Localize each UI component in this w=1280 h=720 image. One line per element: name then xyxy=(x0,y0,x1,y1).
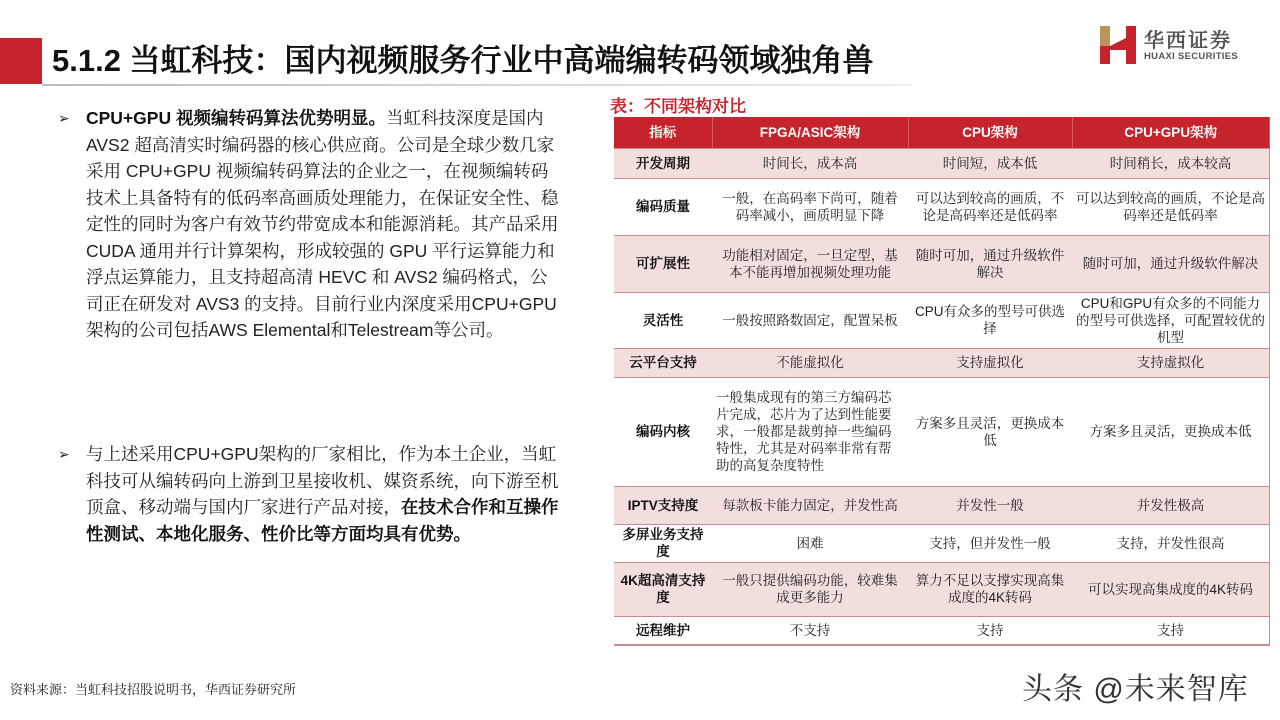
table-cell: 时间长，成本高 xyxy=(712,148,908,178)
title-accent-bar xyxy=(0,38,42,84)
table-cell: 一般只提供编码功能，较难集成更多能力 xyxy=(712,562,908,616)
row-label-cell: 多屏业务支持度 xyxy=(614,524,712,562)
row-label-cell: 可扩展性 xyxy=(614,235,712,292)
para2-line: 与上述采用CPU+GPU架构的厂家相比，作为本土企业，当虹 xyxy=(86,444,557,464)
table-row xyxy=(614,377,1270,486)
row-label-cell: 编码质量 xyxy=(614,178,712,235)
para2-line: 科技可从编转码向上游到卫星接收机、媒资系统，向下游至机 xyxy=(86,470,559,491)
table-cell: 支持，但并发性一般 xyxy=(908,524,1072,562)
table-row xyxy=(614,616,1270,645)
table-cell: CPU和GPU有众多的不同能力的型号可供选择，可配置较优的机型 xyxy=(1072,292,1270,348)
header-cell: FPGA/ASIC架构 xyxy=(712,117,908,148)
para2-bold: 在技术合作和互操作 xyxy=(401,497,559,517)
para1-line: 技术上具备特有的低码率高画质处理能力，在保证安全性、稳 xyxy=(86,187,559,208)
table-header-row xyxy=(614,117,1270,148)
table-cell: 支持，并发性很高 xyxy=(1072,524,1270,562)
table-cell: 不支持 xyxy=(712,616,908,645)
para1-line: 架构的公司包括AWS Elemental和Telestream等公司。 xyxy=(86,320,504,340)
para1-line: 定性的同时为客户有效节约带宽成本和能源消耗。其产品采用 xyxy=(86,214,559,234)
table-row xyxy=(614,178,1270,235)
arrow-bullet-icon: ➢ xyxy=(58,110,70,126)
table-cell: 时间短，成本低 xyxy=(908,148,1072,178)
source-note: 资料来源：当虹科技招股说明书，华西证券研究所 xyxy=(10,682,297,697)
page-title: 5.1.2 当虹科技：国内视频服务行业中高端编转码领域独角兽 xyxy=(52,43,874,78)
para1-line: 当虹科技深度是国内 xyxy=(385,108,544,128)
header-cell: CPU+GPU架构 xyxy=(1072,117,1270,148)
para1-line: 采用 CPU+GPU 视频编转码算法的企业之一，在视频编转码 xyxy=(86,161,549,181)
title-underline xyxy=(42,84,912,86)
para1-line: CUDA 通用并行计算架构，形成较强的 GPU 平行运算能力和 xyxy=(86,240,555,261)
row-label-cell: IPTV支持度 xyxy=(614,486,712,524)
table-cell: 困难 xyxy=(712,524,908,562)
table-cell: 支持虚拟化 xyxy=(908,348,1072,377)
table-caption: 表：不同架构对比 xyxy=(610,97,746,116)
logo-chinese-name: 华西证券 xyxy=(1144,27,1232,52)
table-cell: 可以达到较高的画质，不论是高码率还是低码率 xyxy=(1072,178,1270,235)
row-label-cell: 编码内核 xyxy=(614,377,712,486)
table-row xyxy=(614,292,1270,348)
table-row xyxy=(614,348,1270,377)
table-cell: 随时可加，通过升级软件解决 xyxy=(1072,235,1270,292)
logo-english-name: HUAXI SECURITIES xyxy=(1144,50,1239,62)
huaxi-h-logo-icon xyxy=(1100,26,1136,64)
huaxi-logo xyxy=(1100,26,1238,64)
watermark: 头条 @未来智库 xyxy=(1022,673,1249,706)
paragraph-local-advantage xyxy=(58,441,598,547)
table-cell: 并发性一般 xyxy=(908,486,1072,524)
table-cell: 支持 xyxy=(908,616,1072,645)
table-cell: 一般按照路数固定，配置呆板 xyxy=(712,292,908,348)
table-row xyxy=(614,235,1270,292)
architecture-comparison-table xyxy=(614,117,1270,646)
row-label-cell: 云平台支持 xyxy=(614,348,712,377)
table-cell: 时间稍长，成本较高 xyxy=(1072,148,1270,178)
table-cell: 并发性极高 xyxy=(1072,486,1270,524)
para2-bold: 性测试、本地化服务、性价比等方面均具有优势。 xyxy=(86,523,471,544)
table-row xyxy=(614,148,1270,178)
header-cell: 指标 xyxy=(614,117,712,148)
table-cell: 可以实现高集成度的4K转码 xyxy=(1072,562,1270,616)
paragraph-cpu-gpu xyxy=(58,105,598,344)
table-cell: 随时可加，通过升级软件解决 xyxy=(908,235,1072,292)
table-cell: CPU有众多的型号可供选择 xyxy=(908,292,1072,348)
arrow-bullet-icon: ➢ xyxy=(58,446,70,462)
row-label-cell: 4K超高清支持度 xyxy=(614,562,712,616)
table-cell: 每款板卡能力固定，并发性高 xyxy=(712,486,908,524)
table-cell: 支持 xyxy=(1072,616,1270,645)
table-row xyxy=(614,562,1270,616)
table-cell: 不能虚拟化 xyxy=(712,348,908,377)
row-label-cell: 灵活性 xyxy=(614,292,712,348)
table-cell: 可以达到较高的画质，不论是高码率还是低码率 xyxy=(908,178,1072,235)
para1-line: 浮点运算能力，且支持超高清 HEVC 和 AVS2 编码格式，公 xyxy=(86,267,548,287)
table-cell: 算力不足以支撑实现高集成度的4K转码 xyxy=(908,562,1072,616)
row-label-cell: 远程维护 xyxy=(614,616,712,645)
row-label-cell: 开发周期 xyxy=(614,148,712,178)
table-cell: 一般，在高码率下尚可，随着码率减小，画质明显下降 xyxy=(712,178,908,235)
para1-line: AVS2 超高清实时编码器的核心供应商。公司是全球少数几家 xyxy=(86,134,555,155)
table-cell: 方案多且灵活，更换成本低 xyxy=(1072,377,1270,486)
table-row xyxy=(614,486,1270,524)
para1-heading: CPU+GPU 视频编转码算法优势明显。 xyxy=(86,108,386,128)
para2-line: 顶盒、移动端与国内厂家进行产品对接， xyxy=(86,497,401,517)
table-cell: 功能相对固定，一旦定型，基本不能再增加视频处理功能 xyxy=(712,235,908,292)
table-cell: 支持虚拟化 xyxy=(1072,348,1270,377)
table-cell: 方案多且灵活，更换成本低 xyxy=(908,377,1072,486)
header-cell: CPU架构 xyxy=(908,117,1072,148)
table-cell: 一般集成现有的第三方编码芯片完成，芯片为了达到性能要求，一般都是裁剪掉一些编码特性，尤其是对码率非常有帮助的高复杂度特性 xyxy=(712,377,908,486)
para1-line: 司正在研发对 AVS3 的支持。目前行业内深度采用CPU+GPU xyxy=(86,293,557,314)
table-row xyxy=(614,524,1270,562)
